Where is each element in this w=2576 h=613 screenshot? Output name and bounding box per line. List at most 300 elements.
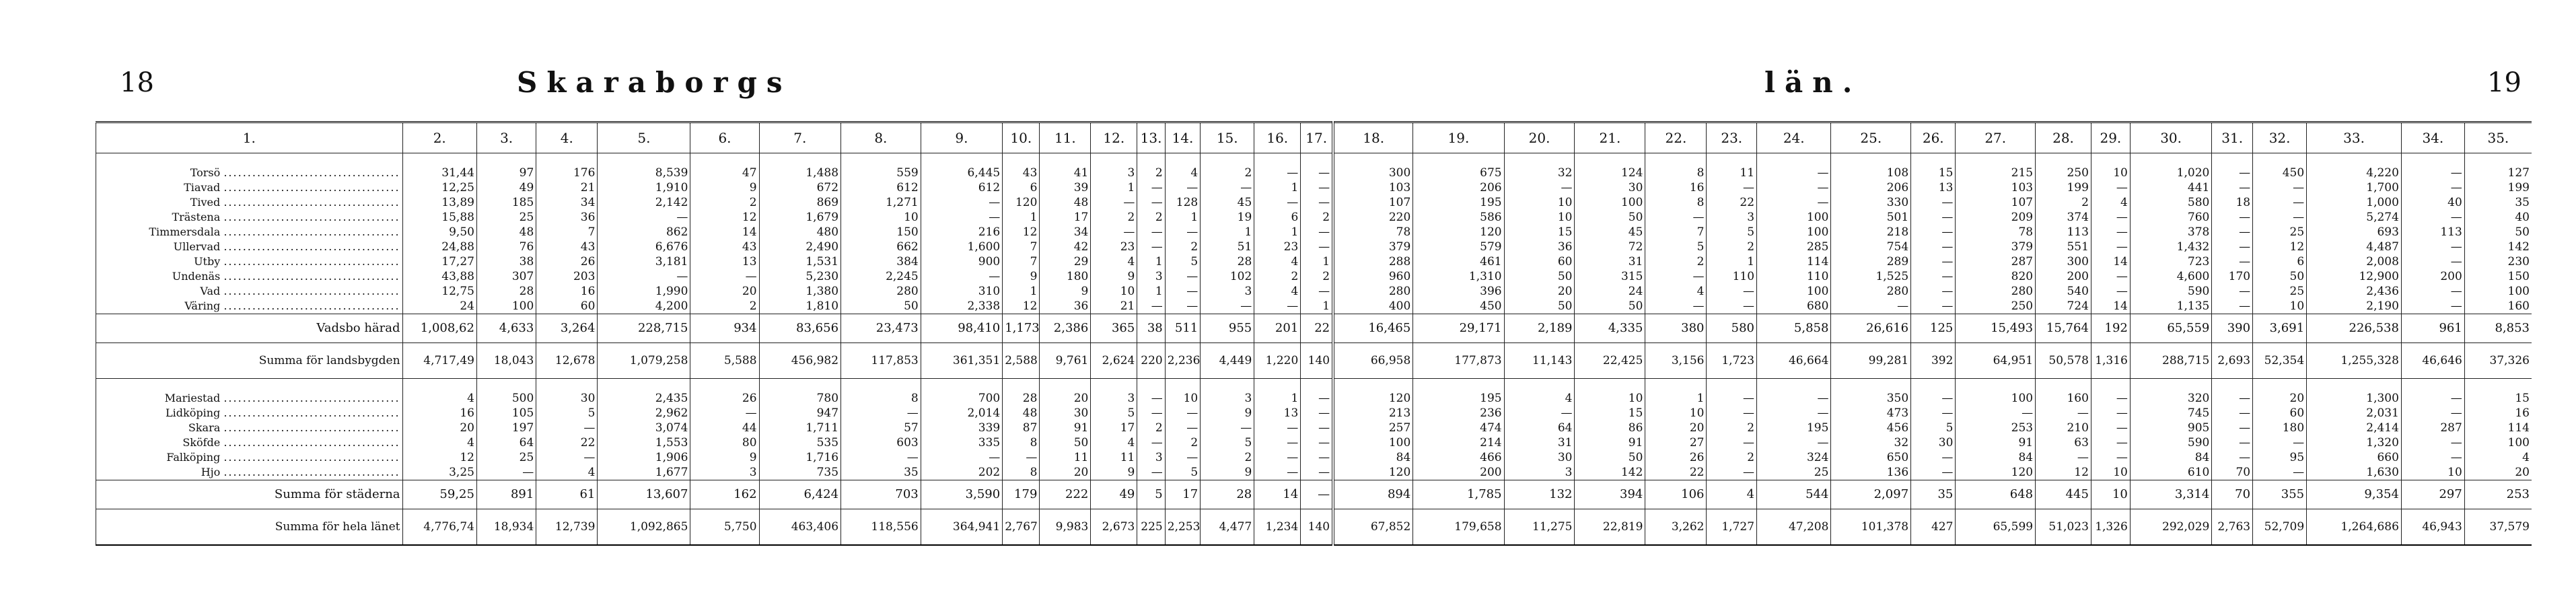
row-label: Ullervad ..................................... xyxy=(96,240,403,254)
column-header: 25. xyxy=(1831,122,1911,153)
spacer-cell xyxy=(2212,153,2253,166)
table-cell: 6 xyxy=(1003,180,1040,195)
row-label: Torsö ..................................... xyxy=(96,166,403,180)
table-cell: 180 xyxy=(1040,269,1091,284)
spacer-cell xyxy=(1201,153,1254,166)
spacer-cell xyxy=(1504,379,1575,392)
table-cell: — xyxy=(2212,225,2253,240)
table-cell: 43 xyxy=(690,240,759,254)
table-cell: — xyxy=(921,269,1002,284)
table-cell: 202 xyxy=(921,465,1002,480)
table-cell: 30 xyxy=(1504,450,1575,465)
table-cell: 21 xyxy=(536,180,598,195)
table-cell: 13,89 xyxy=(402,195,476,210)
table-cell: 32 xyxy=(1504,166,1575,180)
table-cell: 2 xyxy=(1301,269,1333,284)
table-cell: 203 xyxy=(536,269,598,284)
table-cell: 37,326 xyxy=(2464,343,2532,379)
table-cell: 315 xyxy=(1575,269,1645,284)
table-cell: 132 xyxy=(1504,480,1575,509)
column-header: 24. xyxy=(1757,122,1831,153)
table-cell: 672 xyxy=(759,180,840,195)
table-cell: 24,88 xyxy=(402,240,476,254)
table-cell: 1,906 xyxy=(598,450,690,465)
table-cell: 3 xyxy=(1707,210,1757,225)
table-cell: 2 xyxy=(690,299,759,314)
table-cell: — xyxy=(2401,166,2464,180)
table-cell: 150 xyxy=(841,225,921,240)
table-cell: — xyxy=(1301,421,1333,435)
table-cell: 48 xyxy=(476,225,536,240)
table-cell: 900 xyxy=(921,254,1002,269)
table-cell: 28 xyxy=(1201,254,1254,269)
table-cell: 28 xyxy=(476,284,536,299)
table-cell: — xyxy=(1254,450,1301,465)
table-cell: 61 xyxy=(536,480,598,509)
table-row xyxy=(96,284,2532,299)
table-cell: — xyxy=(1137,406,1165,421)
table-cell: 47,208 xyxy=(1757,509,1831,546)
table-cell: 474 xyxy=(1413,421,1504,435)
table-cell: 16 xyxy=(536,284,598,299)
table-cell: 1,727 xyxy=(1707,509,1757,546)
table-cell: 47 xyxy=(690,166,759,180)
table-cell: 32 xyxy=(1831,435,1911,450)
spacer-cell xyxy=(1707,379,1757,392)
table-cell: 51 xyxy=(1201,240,1254,254)
column-header: 10. xyxy=(1003,122,1040,153)
table-cell: 15 xyxy=(1575,406,1645,421)
table-cell: 14 xyxy=(690,225,759,240)
column-header: 34. xyxy=(2401,122,2464,153)
table-cell: 1,326 xyxy=(2091,509,2130,546)
table-cell: 2,624 xyxy=(1091,343,1137,379)
page-number-left: 18 xyxy=(120,67,154,98)
column-header: 20. xyxy=(1504,122,1575,153)
table-cell: 703 xyxy=(841,480,921,509)
table-cell: 120 xyxy=(1956,465,2036,480)
table-cell: 445 xyxy=(2036,480,2091,509)
table-cell: 461 xyxy=(1413,254,1504,269)
table-cell: 5,274 xyxy=(2307,210,2402,225)
table-cell: — xyxy=(921,195,1002,210)
table-cell: 110 xyxy=(1757,269,1831,284)
table-cell: 11 xyxy=(1040,450,1091,465)
table-cell: 5 xyxy=(1091,406,1137,421)
spacer-cell xyxy=(1091,153,1137,166)
table-cell: — xyxy=(1956,406,2036,421)
table-cell: 176 xyxy=(536,166,598,180)
table-cell: 3 xyxy=(1137,269,1165,284)
table-cell: 500 xyxy=(476,391,536,406)
spacer-cell xyxy=(2036,379,2091,392)
table-cell: — xyxy=(690,406,759,421)
table-cell: 4 xyxy=(536,465,598,480)
leader-dots: ..................................... xyxy=(223,466,400,478)
table-cell: — xyxy=(1707,406,1757,421)
header-row xyxy=(96,122,2532,153)
table-cell: 128 xyxy=(1165,195,1200,210)
table-cell: 1,000 xyxy=(2307,195,2402,210)
table-cell: 28 xyxy=(1003,391,1040,406)
table-cell: — xyxy=(2212,254,2253,269)
table-cell: — xyxy=(2401,450,2464,465)
table-cell: 1,488 xyxy=(759,166,840,180)
table-cell: 50,578 xyxy=(2036,343,2091,379)
column-header: 18. xyxy=(1333,122,1413,153)
table-cell: — xyxy=(1254,435,1301,450)
table-cell: 501 xyxy=(1831,210,1911,225)
table-cell: 2,693 xyxy=(2212,343,2253,379)
spacer-cell xyxy=(690,153,759,166)
table-cell: 2 xyxy=(1254,269,1301,284)
table-cell: 612 xyxy=(921,180,1002,195)
table-cell: 4 xyxy=(1254,254,1301,269)
table-cell: 66,958 xyxy=(1333,343,1413,379)
table-cell: 693 xyxy=(2307,225,2402,240)
table-cell: 26,616 xyxy=(1831,314,1911,343)
table-cell: — xyxy=(536,450,598,465)
table-cell: 140 xyxy=(1301,343,1333,379)
table-cell: 586 xyxy=(1413,210,1504,225)
column-header: 4. xyxy=(536,122,598,153)
table-cell: 1,264,686 xyxy=(2307,509,2402,546)
table-cell: 10 xyxy=(1165,391,1200,406)
spacer-cell xyxy=(2091,379,2130,392)
table-cell: 780 xyxy=(759,391,840,406)
table-cell: 10 xyxy=(1645,406,1707,421)
spacer-cell xyxy=(1757,379,1831,392)
table-cell: 754 xyxy=(1831,240,1911,254)
table-cell: 11,143 xyxy=(1504,343,1575,379)
leader-dots: ..................................... xyxy=(223,285,400,297)
table-cell: 1,173 xyxy=(1003,314,1040,343)
table-cell: — xyxy=(1707,391,1757,406)
leader-dots: ..................................... xyxy=(223,181,400,194)
table-cell: — xyxy=(2091,269,2130,284)
table-cell: 100 xyxy=(1575,195,1645,210)
table-cell: 114 xyxy=(1757,254,1831,269)
table-cell: 540 xyxy=(2036,284,2091,299)
table-cell: 2,253 xyxy=(1165,509,1200,546)
table-cell: 2 xyxy=(1137,210,1165,225)
table-cell: 180 xyxy=(2253,421,2307,435)
table-cell: 1,600 xyxy=(921,240,1002,254)
table-cell: 26 xyxy=(690,391,759,406)
table-cell: 9 xyxy=(690,180,759,195)
table-cell: 195 xyxy=(1757,421,1831,435)
table-cell: 2 xyxy=(1707,421,1757,435)
spacer-cell xyxy=(2130,379,2211,392)
table-cell: — xyxy=(1301,465,1333,480)
table-cell: 288,715 xyxy=(2130,343,2211,379)
row-label: Falköping ..................................... xyxy=(96,450,403,465)
table-cell: 50 xyxy=(1504,269,1575,284)
spacer-cell xyxy=(1956,153,2036,166)
table-cell: — xyxy=(1137,299,1165,314)
table-cell: 52,709 xyxy=(2253,509,2307,546)
column-header: 33. xyxy=(2307,122,2402,153)
table-cell: 25 xyxy=(2253,225,2307,240)
spacer-cell xyxy=(96,153,403,166)
table-cell: 2 xyxy=(1165,435,1200,450)
table-cell: 2,436 xyxy=(2307,284,2402,299)
table-cell: 120 xyxy=(1333,391,1413,406)
table-cell: 735 xyxy=(759,465,840,480)
table-cell: 2 xyxy=(1201,450,1254,465)
table-cell: 222 xyxy=(1040,480,1091,509)
table-cell: 12 xyxy=(690,210,759,225)
table-cell: 285 xyxy=(1757,240,1831,254)
table-cell: 59,25 xyxy=(402,480,476,509)
table-cell: 64,951 xyxy=(1956,343,2036,379)
table-cell: 4,477 xyxy=(1201,509,1254,546)
table-cell: 7 xyxy=(1003,254,1040,269)
table-cell: 9,354 xyxy=(2307,480,2402,509)
table-cell: 13 xyxy=(1911,180,1956,195)
table-cell: — xyxy=(1301,450,1333,465)
spacer-cell xyxy=(841,153,921,166)
table-cell: 14 xyxy=(2091,254,2130,269)
table-cell: 287 xyxy=(1956,254,2036,269)
spacer-cell xyxy=(1137,153,1165,166)
table-cell: 4 xyxy=(402,435,476,450)
table-cell: 2 xyxy=(1645,254,1707,269)
table-cell: — xyxy=(1757,435,1831,450)
page-title-right: län. xyxy=(1764,66,1862,99)
table-cell: 8 xyxy=(1003,465,1040,480)
table-cell: — xyxy=(2091,421,2130,435)
table-cell: 19 xyxy=(1201,210,1254,225)
row-label: Lidköping ..................................... xyxy=(96,406,403,421)
table-cell: 17 xyxy=(1091,421,1137,435)
table-cell: 3,691 xyxy=(2253,314,2307,343)
table-cell: 250 xyxy=(2036,166,2091,180)
table-cell: 473 xyxy=(1831,406,1911,421)
column-header: 23. xyxy=(1707,122,1757,153)
spacer-cell xyxy=(1413,379,1504,392)
table-cell: 107 xyxy=(1956,195,2036,210)
table-cell: 76 xyxy=(476,240,536,254)
table-cell: 220 xyxy=(1333,210,1413,225)
table-cell: — xyxy=(1911,406,1956,421)
table-cell: — xyxy=(536,421,598,435)
table-cell: — xyxy=(1911,299,1956,314)
table-cell: 200 xyxy=(2036,269,2091,284)
table-cell: — xyxy=(1165,299,1200,314)
table-cell: — xyxy=(2401,180,2464,195)
column-header: 13. xyxy=(1137,122,1165,153)
table-cell: — xyxy=(1301,225,1333,240)
table-cell: — xyxy=(1165,180,1200,195)
table-cell: 13 xyxy=(690,254,759,269)
table-cell: 20 xyxy=(1040,391,1091,406)
table-cell: 3,181 xyxy=(598,254,690,269)
table-cell: 1 xyxy=(1301,299,1333,314)
table-cell: — xyxy=(2212,166,2253,180)
table-cell: 4,633 xyxy=(476,314,536,343)
table-row xyxy=(96,195,2532,210)
table-cell: 1,079,258 xyxy=(598,343,690,379)
column-header: 26. xyxy=(1911,122,1956,153)
table-cell: 52,354 xyxy=(2253,343,2307,379)
table-cell: 1 xyxy=(1137,284,1165,299)
table-cell: 14 xyxy=(1254,480,1301,509)
table-cell: 427 xyxy=(1911,509,1956,546)
spacer-cell xyxy=(1040,379,1091,392)
spacer-cell xyxy=(921,379,1002,392)
landsbygden-sum-row xyxy=(96,343,2532,379)
table-cell: — xyxy=(1911,391,1956,406)
table-cell: 1 xyxy=(1201,225,1254,240)
table-cell: — xyxy=(2253,195,2307,210)
table-cell: 1 xyxy=(1091,180,1137,195)
table-cell: 4 xyxy=(1707,480,1757,509)
table-cell: 50 xyxy=(1040,435,1091,450)
table-cell: 12 xyxy=(2036,465,2091,480)
table-cell: 1,700 xyxy=(2307,180,2402,195)
table-cell: 120 xyxy=(1413,225,1504,240)
table-cell: 36 xyxy=(1504,240,1575,254)
table-cell: 4 xyxy=(2464,450,2532,465)
table-row xyxy=(96,450,2532,465)
table-cell: — xyxy=(2401,210,2464,225)
spacer-cell xyxy=(1165,379,1200,392)
table-cell: 13 xyxy=(1254,406,1301,421)
column-header: 15. xyxy=(1201,122,1254,153)
table-row xyxy=(96,465,2532,480)
column-header: 32. xyxy=(2253,122,2307,153)
spacer-cell xyxy=(536,153,598,166)
table-cell: 2,767 xyxy=(1003,509,1040,546)
table-cell: 100 xyxy=(1757,225,1831,240)
table-cell: 3,262 xyxy=(1645,509,1707,546)
table-cell: 10 xyxy=(2091,465,2130,480)
table-cell: 441 xyxy=(2130,180,2211,195)
table-cell: — xyxy=(2253,465,2307,480)
table-cell: 18,043 xyxy=(476,343,536,379)
table-cell: 105 xyxy=(476,406,536,421)
table-row xyxy=(96,269,2532,284)
table-cell: 24 xyxy=(1575,284,1645,299)
leader-dots: ..................................... xyxy=(223,196,400,209)
table-cell: 10 xyxy=(1504,210,1575,225)
row-label: Mariestad ..................................... xyxy=(96,391,403,406)
table-cell: 4 xyxy=(1504,391,1575,406)
table-cell: — xyxy=(1911,225,1956,240)
table-cell: 292,029 xyxy=(2130,509,2211,546)
table-cell: — xyxy=(2212,180,2253,195)
table-cell: 4 xyxy=(2091,195,2130,210)
table-cell: 9 xyxy=(1040,284,1091,299)
row-label: Tived ..................................... xyxy=(96,195,403,210)
row-label: Utby ..................................... xyxy=(96,254,403,269)
table-cell: 450 xyxy=(1413,299,1504,314)
column-header: 19. xyxy=(1413,122,1504,153)
table-cell: 2,962 xyxy=(598,406,690,421)
table-cell: 1,630 xyxy=(2307,465,2402,480)
table-cell: 65,599 xyxy=(1956,509,2036,546)
table-cell: 3,264 xyxy=(536,314,598,343)
table-cell: 170 xyxy=(2212,269,2253,284)
table-cell: 83,656 xyxy=(759,314,840,343)
table-cell: 100 xyxy=(1757,210,1831,225)
table-cell: — xyxy=(2401,254,2464,269)
column-header: 12. xyxy=(1091,122,1137,153)
table-cell: 289 xyxy=(1831,254,1911,269)
spacer-cell xyxy=(1165,153,1200,166)
table-cell: 456,982 xyxy=(759,343,840,379)
table-cell: 11,275 xyxy=(1504,509,1575,546)
table-cell: — xyxy=(2091,406,2130,421)
table-cell: 1,716 xyxy=(759,450,840,465)
table-cell: 392 xyxy=(1911,343,1956,379)
table-cell: 209 xyxy=(1956,210,2036,225)
table-cell: 551 xyxy=(2036,240,2091,254)
table-cell: 2,142 xyxy=(598,195,690,210)
spacer-cell xyxy=(96,379,403,392)
table-cell: — xyxy=(1911,195,1956,210)
column-header: 14. xyxy=(1165,122,1200,153)
table-cell: 2,490 xyxy=(759,240,840,254)
table-cell: — xyxy=(1757,391,1831,406)
table-cell: 297 xyxy=(2401,480,2464,509)
table-cell: — xyxy=(1254,299,1301,314)
table-cell: 1 xyxy=(1254,225,1301,240)
table-cell: 257 xyxy=(1333,421,1413,435)
table-cell: 9 xyxy=(1091,269,1137,284)
table-cell: 106 xyxy=(1645,480,1707,509)
table-cell: 3 xyxy=(1137,450,1165,465)
table-cell: 1,525 xyxy=(1831,269,1911,284)
table-cell: 1,531 xyxy=(759,254,840,269)
table-cell: — xyxy=(1137,435,1165,450)
table-cell: — xyxy=(2091,240,2130,254)
table-cell: 955 xyxy=(1201,314,1254,343)
table-cell: — xyxy=(1301,166,1333,180)
table-cell: — xyxy=(1707,465,1757,480)
table-cell: 12 xyxy=(402,450,476,465)
column-header: 3. xyxy=(476,122,536,153)
table-cell: — xyxy=(2212,406,2253,421)
table-cell: — xyxy=(1301,180,1333,195)
table-cell: 2 xyxy=(1201,166,1254,180)
leader-dots: ..................................... xyxy=(223,451,400,464)
table-cell: — xyxy=(1137,195,1165,210)
table-cell: 195 xyxy=(1413,391,1504,406)
table-cell: 310 xyxy=(921,284,1002,299)
table-cell: 110 xyxy=(1707,269,1757,284)
table-cell: 1,785 xyxy=(1413,480,1504,509)
table-cell: 67,852 xyxy=(1333,509,1413,546)
table-cell: 361,351 xyxy=(921,343,1002,379)
table-cell: — xyxy=(1301,391,1333,406)
table-cell: 1 xyxy=(1254,391,1301,406)
table-cell: 86 xyxy=(1575,421,1645,435)
table-cell: 22 xyxy=(1707,195,1757,210)
table-cell: — xyxy=(2091,284,2130,299)
table-cell: — xyxy=(2212,391,2253,406)
table-cell: 22 xyxy=(1645,465,1707,480)
table-cell: 5 xyxy=(1645,240,1707,254)
spacer-cell xyxy=(402,153,476,166)
table-cell: 87 xyxy=(1003,421,1040,435)
table-cell: 49 xyxy=(1091,480,1137,509)
table-cell: — xyxy=(2212,299,2253,314)
table-cell: 39 xyxy=(1040,180,1091,195)
table-cell: 5,858 xyxy=(1757,314,1831,343)
table-cell: — xyxy=(2401,391,2464,406)
